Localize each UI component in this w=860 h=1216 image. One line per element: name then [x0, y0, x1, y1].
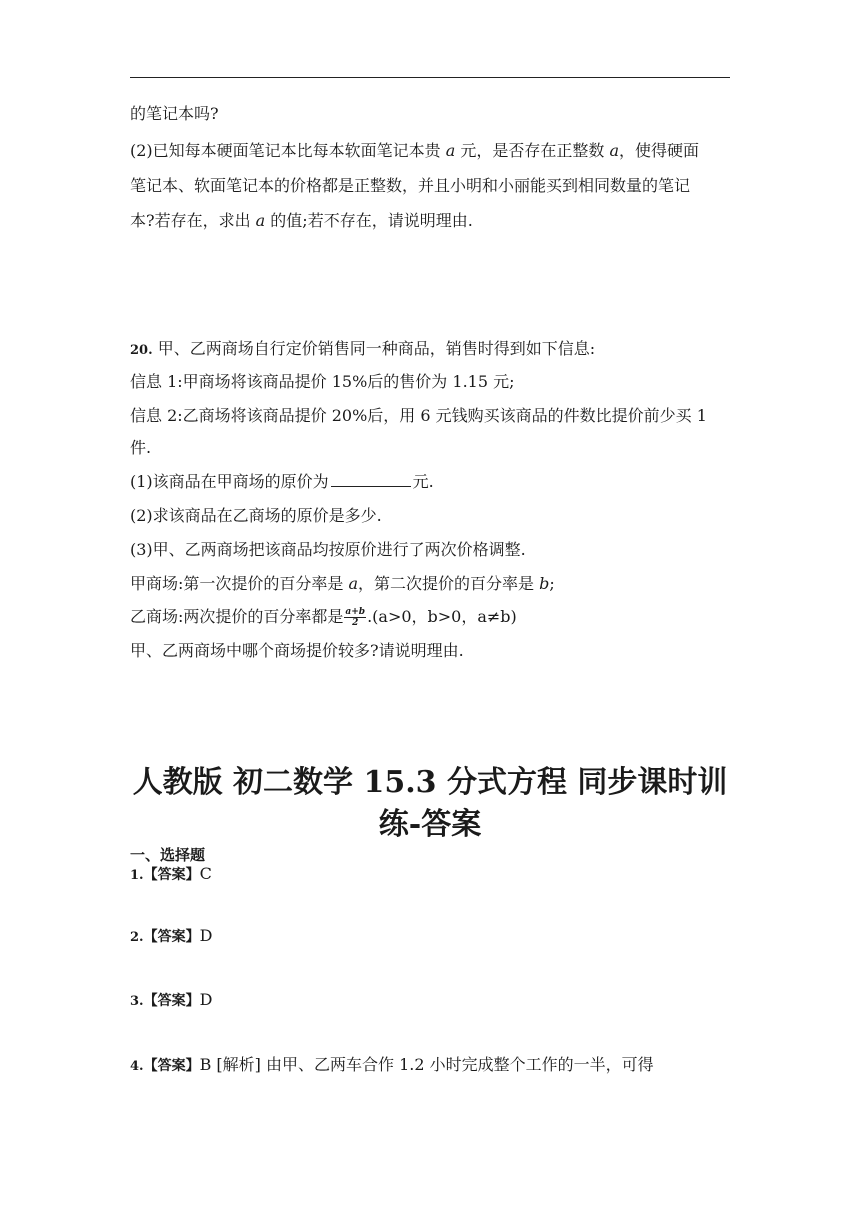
fraction: $\frac{a+b}{2}$	[345, 607, 366, 628]
question-number: 20.	[130, 343, 153, 358]
q20-info-2a: 信息 2:乙商场将该商品提价 20%后，用 6 元钱购买该商品的件数比提价前少买 1	[130, 406, 707, 425]
q19-line-1: 的笔记本吗?	[130, 104, 219, 123]
answer-item: 2.【答案】D	[130, 926, 213, 945]
q19-line-2: (2)已知每本硬面笔记本比每本软面笔记本贵 a 元，是否存在正整数 a，使得硬面	[130, 141, 700, 160]
answer-item: 3.【答案】D	[130, 990, 213, 1009]
answer-title: 人教版 初二数学 15.3 分式方程 同步课时训 练-答案	[132, 765, 728, 842]
q20-part-3: (3)甲、乙两商场把该商品均按原价进行了两次价格调整.	[130, 540, 526, 559]
q20-info-2b: 件.	[130, 438, 152, 457]
answer-item: 1.【答案】C	[130, 864, 212, 883]
q20-part-2: (2)求该商品在乙商场的原价是多少.	[130, 506, 382, 525]
q20-yi: 乙商场:两次提价的百分率都是 $\frac{a+b}{2}$ .(a>0，b>0，a≠b)	[130, 607, 517, 628]
q19-line-4: 本?若存在，求出 a 的值;若不存在，请说明理由.	[130, 211, 473, 230]
q19-line-3: 笔记本、软面笔记本的价格都是正整数，并且小明和小丽能买到相同数量的笔记	[130, 176, 691, 195]
answer-item: 4.【答案】B [解析] 由甲、乙两车合作 1.2 小时完成整个工作的一半，可得	[130, 1055, 654, 1074]
q20-question: 甲、乙两商场中哪个商场提价较多?请说明理由.	[130, 641, 464, 660]
answer-blank	[331, 472, 411, 487]
header-rule	[130, 77, 730, 78]
q20-intro: 20. 甲、乙两商场自行定价销售同一种商品，销售时得到如下信息:	[130, 339, 596, 358]
section-heading: 一、选择题	[130, 846, 206, 864]
q20-info-1: 信息 1:甲商场将该商品提价 15%后的售价为 1.15 元;	[130, 372, 515, 391]
q20-jia: 甲商场:第一次提价的百分率是 a，第二次提价的百分率是 b;	[130, 574, 555, 593]
q20-part-1: (1)该商品在甲商场的原价为 元.	[130, 472, 434, 491]
